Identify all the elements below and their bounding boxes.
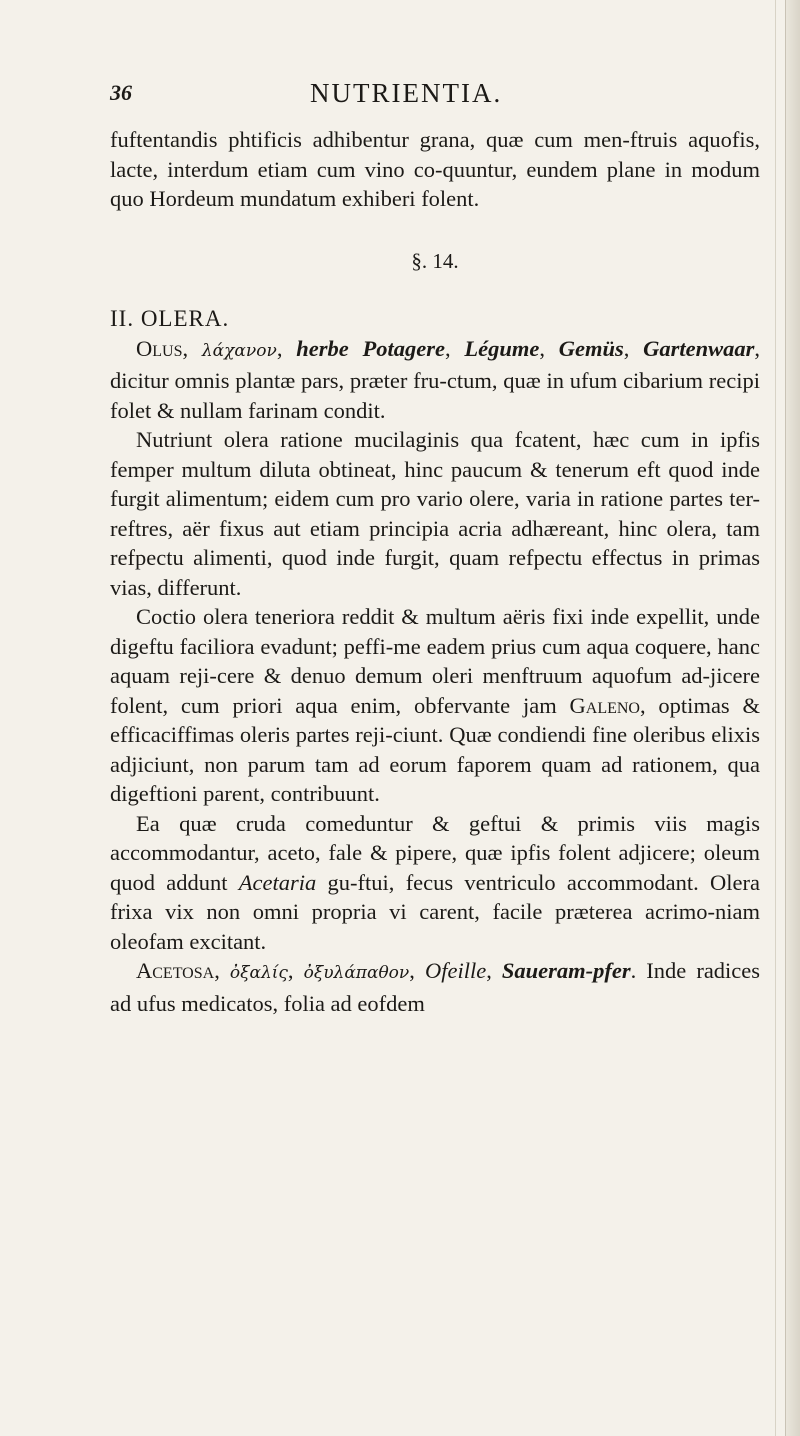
german-saueramfer: Saueram-pfer xyxy=(501,958,631,983)
french-legume: Légume xyxy=(464,335,540,361)
name-galeno: Galeno xyxy=(569,692,640,718)
coctio-text-a: Coctio olera teneriora reddit & multum aëris fixi inde expellit, unde digeftu faciliora evadunt; peffi-me eadem prius cum aqua coquere, hanc aquam reji-cere & denuo demum oleri menftruum aquofum ad-jicere folent, cum priori aqua enim, obfervante jam xyxy=(110,604,760,718)
paragraph-acetosa: Acetosa, ὀξαλίς, ὀξυλάπαθον, Ofeille, Saueram-pfer. Inde radices ad ufus medicatos, folia ad eofdem xyxy=(110,958,761,1016)
paragraph-nutriunt: Nutriunt olera ratione mucilaginis qua fcatent, hæc cum in ipfis femper multum diluta obtineat, hinc paucum & tenerum eft quod inde furgit alimentum; eidem cum pro vario olere, varia in ratione partes ter-reftres, aër fixus aut etiam principia acria adhæreant, hinc olera, tam refpectu alimenti, quod inde furgit, quam refpectu effectus in primas vias, differunt. xyxy=(110,427,760,600)
greek-lachanon: λάχανον xyxy=(201,340,277,361)
running-head: NUTRIENTIA. xyxy=(310,78,503,108)
page-edge-line xyxy=(775,0,776,1436)
lemma-acetosa: Acetosa xyxy=(136,958,215,983)
cruda-text-b: gu-ftui, fecus ventriculo accommodant. Olera frixa vix non omni propria vi carent, facile præterea acrimo-niam oleofam excitant. xyxy=(110,869,760,954)
coctio-text-b: , optimas & efficaciffimas oleris partes reji-ciunt. Quæ condiendi fine oleribus elixis adjiciunt, non parum tam ad eorum faporem quam ad rationem, qua digeftioni parent, contribuunt. xyxy=(110,692,760,806)
acetosa-text: . Inde radices ad ufus medicatos, folia ad eofdem xyxy=(110,958,761,1016)
lemma-olus: Olus xyxy=(136,335,183,361)
greek-oxalis: ὀξαλίς xyxy=(229,963,288,983)
body-text xyxy=(110,125,760,1018)
german-gemus: Gemüs xyxy=(558,335,624,361)
olus-definition: , dicitur omnis plantæ pars, præter fru-ctum, quæ in ufum cibarium recipi folet & nullam farinam condit. xyxy=(110,335,761,423)
page-number: 36 xyxy=(110,80,132,105)
paragraph-coctio xyxy=(110,602,760,809)
french-term: herbe Potagere xyxy=(296,335,445,361)
page-edge xyxy=(785,0,800,1436)
dutch-gartenwaar: Gartenwaar xyxy=(643,335,755,361)
paragraph-olus: Olus, λάχανον, herbe Potagere, Légume, Gemüs, Gartenwaar, dicitur omnis plantæ pars, præter fru-ctum, quæ in ufum cibarium recipi folet & nullam farinam condit. xyxy=(110,335,761,423)
section-number: §. 14. xyxy=(411,248,459,273)
section-heading: II. OLERA. xyxy=(110,306,230,331)
page-header xyxy=(110,80,760,114)
paragraph-continued: fuftentandis phtificis adhibentur grana, quæ cum men-ftruis aquofis, lacte, interdum etiam cum vino co-quuntur, eundem plane in modum quo Hordeum mundatum exhiberi folent. xyxy=(110,127,760,211)
term-acetaria: Acetaria xyxy=(238,869,317,895)
greek-oxylapathon: ὀξυλάπαθον xyxy=(303,963,410,983)
french-ofeille: Ofeille xyxy=(424,958,487,983)
cruda-text-a: Ea quæ cruda comeduntur & geftui & primis viis magis accommodantur, aceto, fale & pipere, quæ ipfis folent adjicere; oleum quod addunt xyxy=(110,810,760,895)
paragraph-cruda xyxy=(110,809,760,957)
